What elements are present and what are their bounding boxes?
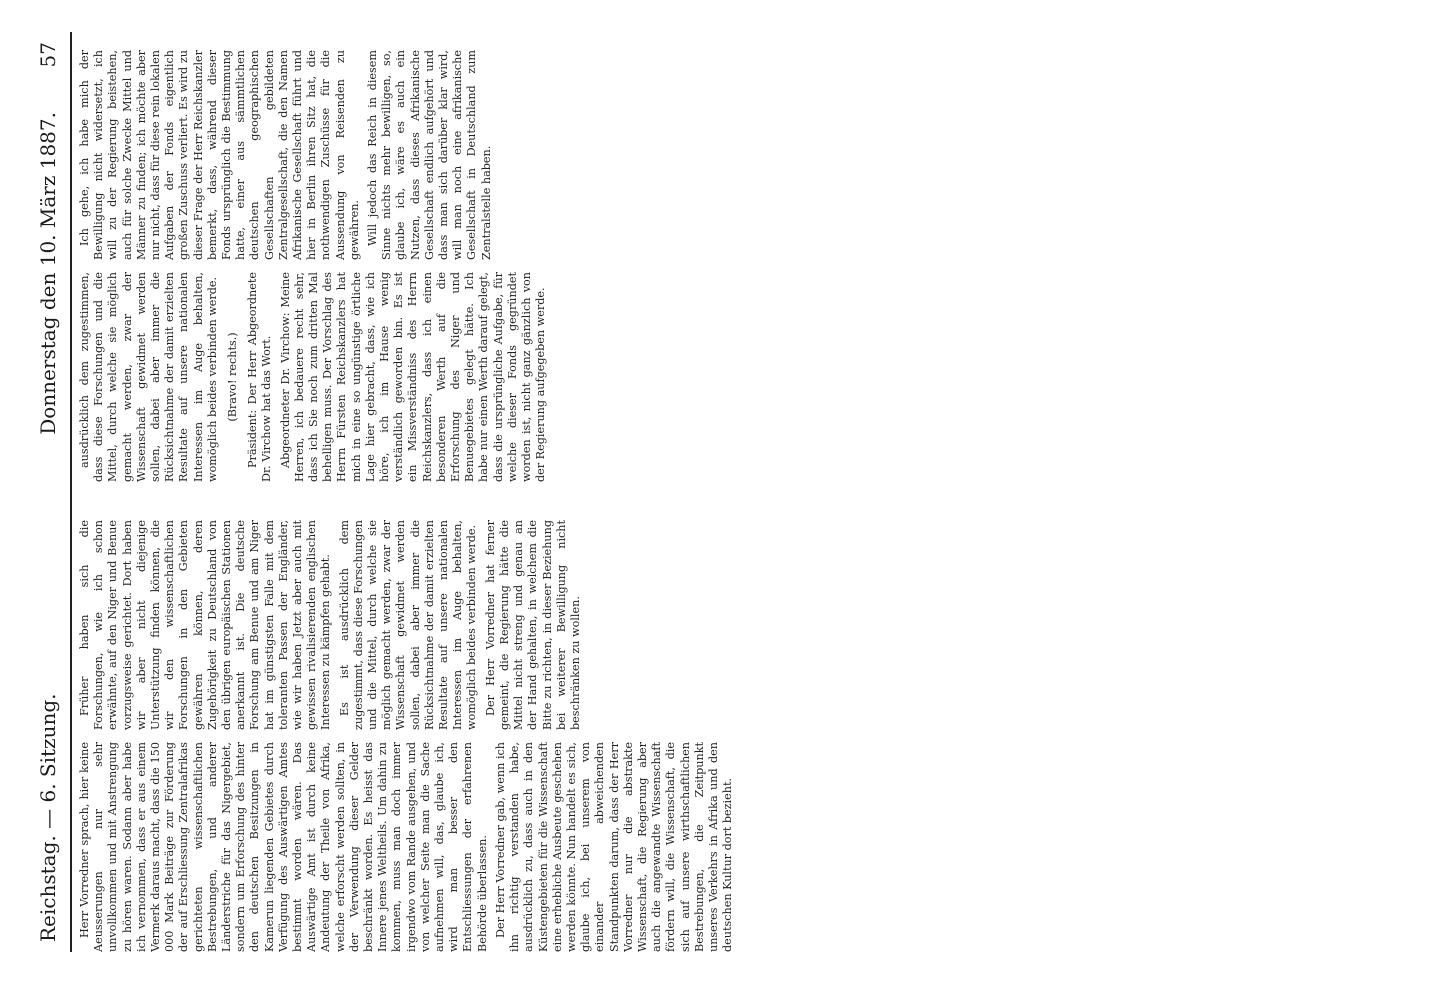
paragraph: Der Herr Vorredner hat ferner gemeint, die Regierung hätte die Mittel nicht streng und genau an der Hand gehalten, in welchem die Bitte zu richten, in dieser Beziehung bei weiterer Bewilligung nicht beschränken zu wollen.: [483, 520, 582, 730]
header-date: Donnerstag den 10. März 1887.: [36, 112, 60, 435]
right-column-2: [78, 50, 1358, 260]
right-column-1: [78, 272, 1358, 482]
running-header: [30, 32, 72, 952]
applause-note: (Bravo! rechts.): [226, 332, 240, 422]
left-page-half: [78, 512, 1358, 952]
paragraph: Der Herr Vorredner gab, wenn ich ihn richtig verstanden habe, ausdrücklich zu, dass auch in den Küstengebieten für die Wissenschaft eine erhebliche Ausbeute geschehen werden könnte. Nun handelt es sich, glaube ich, bei unserem von einander abweichenden Standpunkten darum, dass der Herr Vorredner nur die abstrakte Wissenschaft, die Regierung aber auch die angewandte Wissenschaft fördern will, die Wissenschaft, die sich auf unsere wirthschaftlichen Bestrebungen, die Zeitpunkt unseres Verkehrs in Afrika und den deutschen Kultur dort bezieht.: [493, 742, 735, 952]
paragraph: Will jedoch das Reich in diesem Sinne nichts mehr bewilligen, so, glaube ich, wäre es auch ein Nutzen, dass dieses Afrikanische Gesellschaft endlich aufgehört und dass man sich darüber klar wird, will man noch eine afrikanische Gesellschaft in Deutschland zum Zentralstelle haben.: [366, 50, 493, 260]
president-line: Präsident: Der Herr Abgeordnete Dr. Virchow hat das Wort.: [246, 272, 274, 482]
page-number: 57: [36, 42, 60, 68]
rotated-page-content: [30, 32, 1370, 952]
paragraph: Ich gehe, ich habe mich der Bewilligung nicht widersetzt, ich will zu der Regierung beistehen, auch für solche Zwecke Mittel und Männer zu finden; ich möchte aber nur nicht, dass für diese rein lokalen Aufgaben der Fonds eigentlich großen Zuschuss verliert. Es wird zu dieser Frage der Herr Reichskanzler bemerkt, dass, während dieser Fonds ursprünglich die Bestimmung hatte, einer aus sämmtlichen deutschen geographischen Gesellschaften gebildeten Zentralgesellschaft, die den Namen Afrikanische Gesellschaft führt und hier in Berlin ihren Sitz hat, die nothwendigen Zuschüsse für die Aussendung von Reisenden zu gewähren.: [78, 50, 361, 260]
paragraph: ausdrücklich dem zugestimmen, dass diese Forschungen und die Mittel, durch welche sie möglich gemacht werden, zwar der Wissenschaft gewidmet werden sollen, dabei aber immer die Rücksichtnahme der damit erzielten Resultate auf unsere nationalen Interessen im Auge behalten, womöglich beides verbinden werde.: [78, 272, 219, 482]
paragraph: Es ist ausdrücklich dem zugestimmt, dass diese Forschungen und die Mittel, durch welche sie möglich gemacht werden, zwar der Wissenschaft gewidmet werden sollen, dabei aber immer die Rücksichtnahme der damit erzielten Resultate auf unsere nationalen Interessen im Auge behalten, womöglich beides verbinden werde.: [337, 520, 479, 730]
right-page-half: [78, 42, 1358, 482]
left-column-2: [78, 520, 1358, 730]
paragraph: Früher haben sich die Forschungen, wie ich schon erwähnte, auf den Niger und Benue vorzugsweise gerichtet. Dort haben wir aber nicht diejenige Unterstützung finden können, die wir den wissenschaftlichen Forschungen in den Gebieten gewähren können, deren Zugehörigkeit zu Deutschland von den übrigen europäischen Stationen anerkannt ist. Die deutsche Forschung am Benue und am Niger hat im günstigsten Falle mit dem toleranten Passen der Engländer, wie wir haben Jetzt aber auch mit gewissen rivalisierenden englischen Interessen zu kämpfen gehabt.: [78, 520, 333, 730]
header-left: Reichstag. — 6. Sitzung.: [36, 693, 60, 942]
paragraph: Herr Vorredner sprach, hier keine Aeusserungen nur sehr unvollkommen und mit Anstrengung zu hören waren. Sodann aber habe ich vernommen, dass er aus einem Vermerk daraus macht, dass die 150 000 Mark Beiträge zur Förderung der auf Erschliessung Zentralafrikas gerichteten wissenschaftlichen Bestrebungen, und anderer Länderstriche für das Nigergebiet, sondern um Erforschung des hinter den deutschen Besitzungen in Kamerun liegenden Gebietes durch Verfügung des Auswärtigen Amtes bestimmt worden wären. Das Auswärtige Amt ist durch keine Andeutung der Theile von Afrika, welche erforscht werden sollten, in der Verwendung dieser Gelder beschränkt worden. Es heisst das Innere jenes Weltheils. Um dahin zu kommen, muss man doch immer irgendwo vom Rande ausgehen, und von welcher Seite man die Sache aufnehmen will, das, glaube ich, wird man besser den Entschliessungen der erfahrenen Behörde überlassen.: [78, 742, 489, 952]
digitization-credit: [1398, 0, 1432, 1000]
speaker-paragraph: Abgeordneter Dr. Virchow: Meine Herren, ich bedauere recht sehr, dass ich Sie noch zum dritten Mal behelligen muss. Der Vorschlag des Herrn Fürsten Reichskanzlers hat mich in eine so ungünstige örtliche Lage hier gebracht, dass, wie ich höre, ich im Hause wenig verständlich geworden bin. Es ist ein Missverständniss des Herrn Reichskanzlers, dass ich einen besonderen Werth auf die Erforschung des Niger und Benuegebietes gelegt hätte. Ich habe nur einen Werth darauf gelegt, dass die ursprüngliche Aufgabe, für welche dieser Fonds gegründet worden ist, nicht ganz gänzlich von der Regierung aufgegeben werde.: [278, 272, 548, 482]
left-column-1: [78, 742, 1358, 952]
